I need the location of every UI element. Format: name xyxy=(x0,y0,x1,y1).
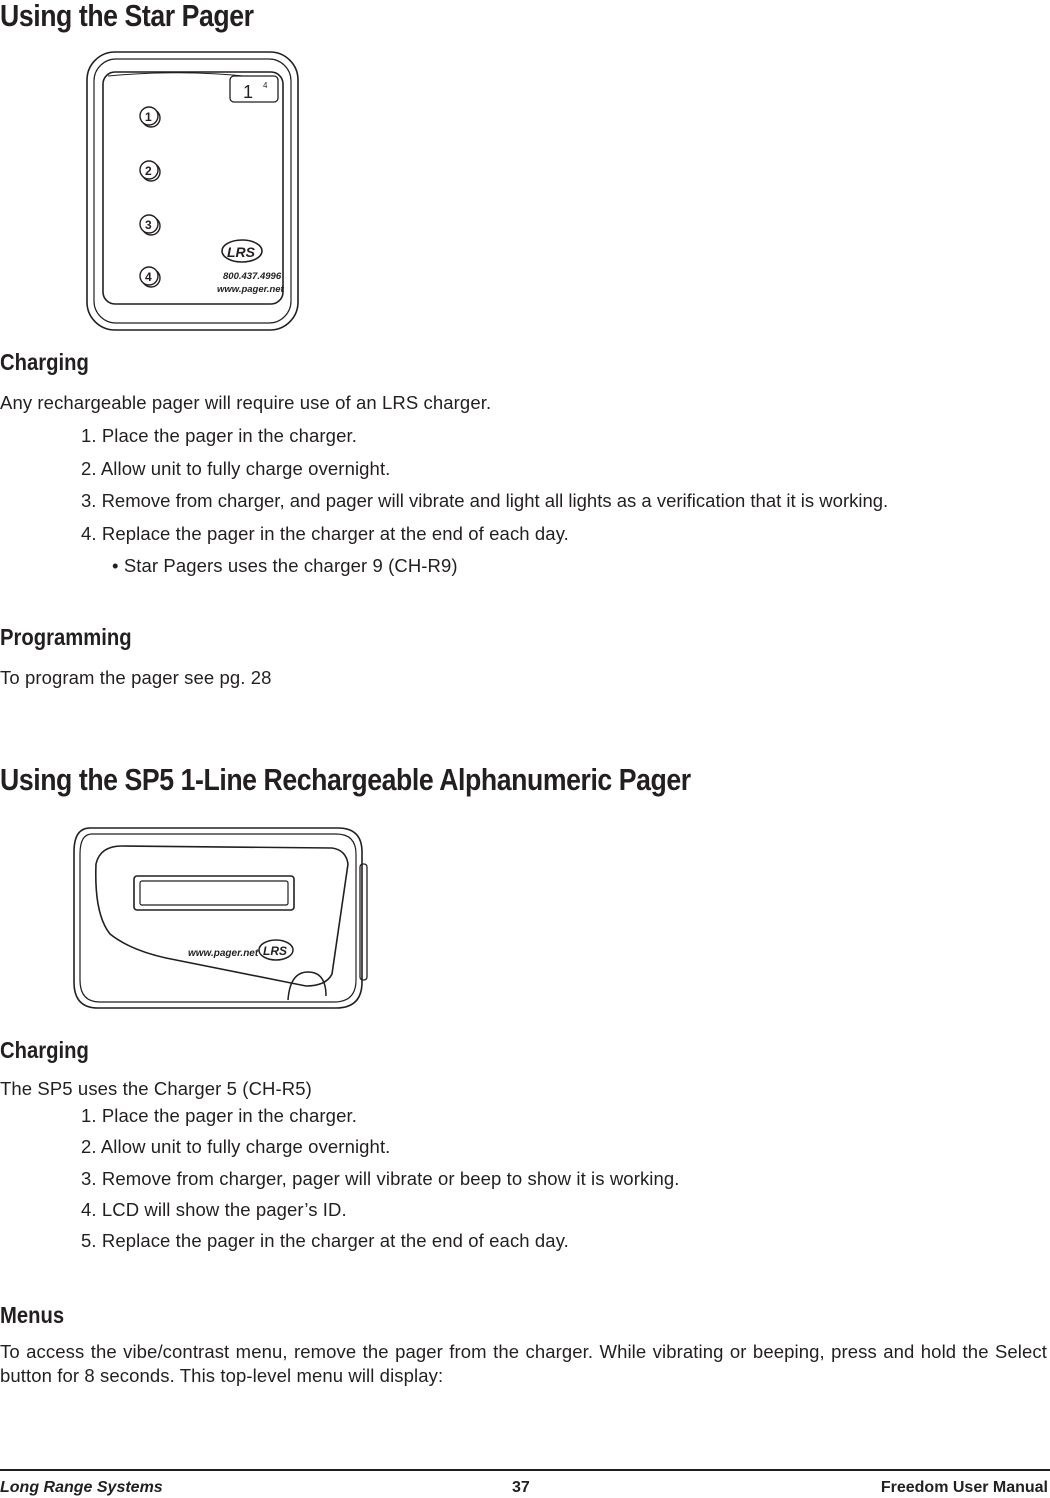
pager-display-window xyxy=(230,76,278,102)
pager-button-4 xyxy=(140,267,160,287)
svg-text:1: 1 xyxy=(145,110,152,124)
svg-text:3: 3 xyxy=(145,218,152,232)
charging-step-sp5-1: 1. Place the pager in the charger. xyxy=(81,1105,357,1126)
programming-text: To program the pager see pg. 28 xyxy=(0,667,272,688)
pager-button-3 xyxy=(140,215,160,235)
pager-url: www.pager.net xyxy=(217,284,284,295)
charging-heading-sp5: Charging xyxy=(0,1037,89,1063)
footer-manual-title: Freedom User Manual xyxy=(880,1479,1048,1496)
charging-step-sp5-3: 3. Remove from charger, pager will vibrate or beep to show it is working. xyxy=(81,1168,680,1189)
pager-display-number: 1 xyxy=(243,82,254,102)
charging-heading-star: Charging xyxy=(0,349,89,375)
footer-page-number: 37 xyxy=(512,1479,530,1496)
menus-text: To access the vibe/contrast menu, remove the pager from the charger. While vibrating or beeping, press and hold the Select button for 8 seconds. This top-level menu will display: xyxy=(0,1341,1047,1386)
charging-intro-sp5: The SP5 uses the Charger 5 (CH-R5) xyxy=(0,1078,312,1099)
star-pager-illustration xyxy=(85,50,300,332)
svg-text:2: 2 xyxy=(145,164,152,178)
section-title-sp5-pager: Using the SP5 1-Line Rechargeable Alphanumeric Pager xyxy=(0,762,691,797)
charging-step-star-4: 4. Replace the pager in the charger at the end of each day. xyxy=(81,523,569,544)
footer-company: Long Range Systems xyxy=(0,1479,163,1496)
section-title-star-pager: Using the Star Pager xyxy=(0,0,254,33)
charging-step-sp5-5: 5. Replace the pager in the charger at the end of each day. xyxy=(81,1230,569,1251)
charging-step-star-2: 2. Allow unit to fully charge overnight. xyxy=(81,458,391,479)
charging-step-sp5-4: 4. LCD will show the pager’s ID. xyxy=(81,1199,347,1220)
svg-text:LRS: LRS xyxy=(263,944,287,958)
pager-button-1 xyxy=(140,107,160,127)
menus-heading: Menus xyxy=(0,1302,65,1328)
charging-step-star-3: 3. Remove from charger, and pager will vibrate and light all lights as a verification that it is working. xyxy=(81,490,889,511)
pager-button-2 xyxy=(140,161,160,181)
charging-step-sp5-2: 2. Allow unit to fully charge overnight. xyxy=(81,1136,391,1157)
pager-phone-number: 800.437.4996 xyxy=(223,271,282,282)
lrs-logo xyxy=(222,240,262,262)
charging-note-star: • Star Pagers uses the charger 9 (CH-R9) xyxy=(112,555,458,576)
svg-text:4: 4 xyxy=(145,270,152,284)
sp5-url: www.pager.net xyxy=(188,948,259,959)
sp5-lrs-logo xyxy=(259,940,293,960)
charging-intro-star: Any rechargeable pager will require use of an LRS charger. xyxy=(0,392,492,413)
sp5-pager-illustration xyxy=(70,824,370,1012)
svg-text:LRS: LRS xyxy=(227,244,255,260)
pager-corner-mark: 4 xyxy=(263,81,268,90)
charging-step-star-1: 1. Place the pager in the charger. xyxy=(81,425,357,446)
footer-rule xyxy=(0,1469,1050,1471)
programming-heading: Programming xyxy=(0,624,132,650)
